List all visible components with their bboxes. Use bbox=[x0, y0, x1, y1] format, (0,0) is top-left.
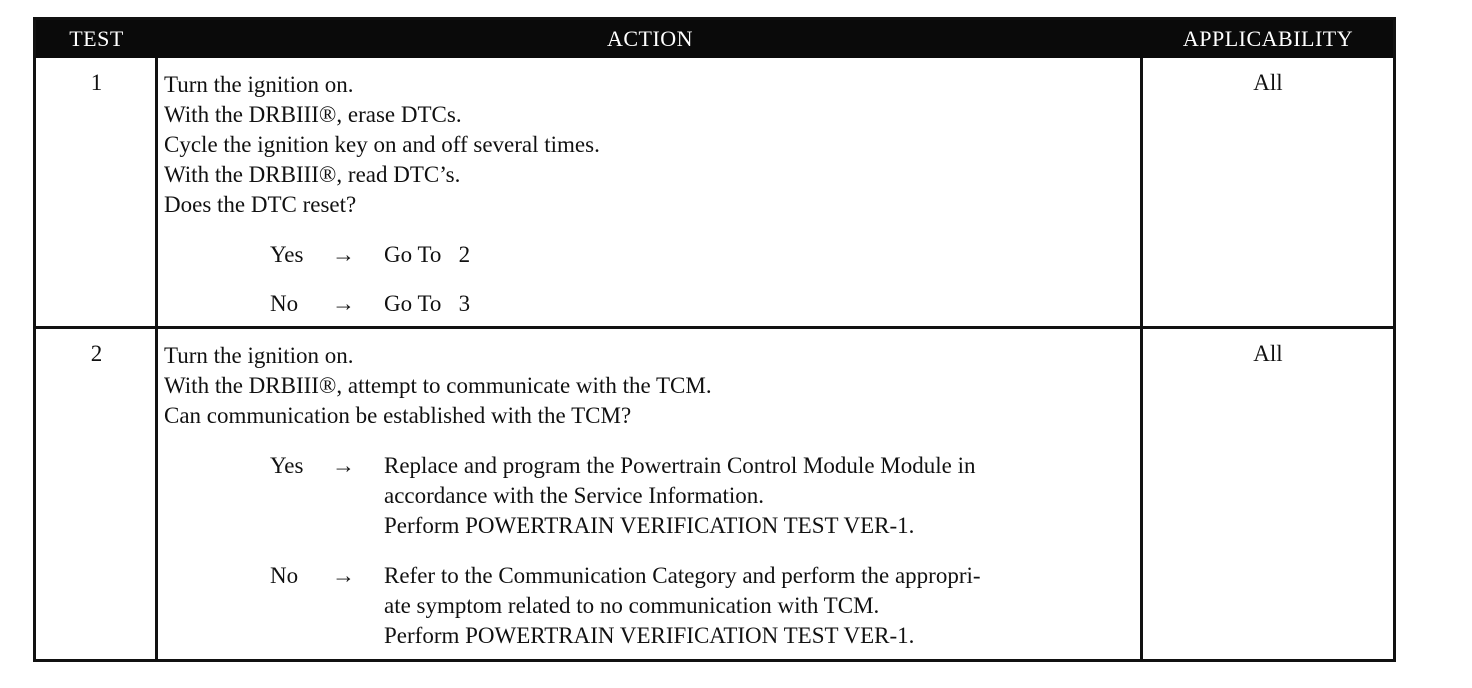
action-step: Turn the ignition on. bbox=[164, 72, 354, 97]
applicability-cell: All bbox=[1253, 341, 1283, 366]
diagnostic-test-table bbox=[33, 17, 1396, 662]
action-step: Turn the ignition on. bbox=[164, 343, 354, 368]
table-header bbox=[36, 20, 1393, 58]
outcome-result-line: Refer to the Communication Category and perform the appropri- bbox=[384, 563, 981, 588]
applicability-cell: All bbox=[1253, 70, 1283, 95]
header-action: ACTION bbox=[606, 26, 694, 51]
outcome-result-line: accordance with the Service Information. bbox=[384, 483, 764, 508]
table-row bbox=[36, 58, 1393, 326]
arrow-icon: → bbox=[332, 453, 355, 478]
arrow-icon: → bbox=[332, 291, 355, 316]
outcome-result bbox=[384, 451, 1144, 541]
action-step: With the DRBIII®, read DTC’s. bbox=[164, 162, 461, 187]
outcome-answer: No bbox=[270, 563, 299, 588]
outcome-result-line: ate symptom related to no communication with TCM. bbox=[384, 593, 880, 618]
action-step: Does the DTC reset? bbox=[164, 192, 357, 217]
outcome-result bbox=[384, 240, 1144, 270]
action-cell bbox=[164, 341, 1134, 648]
outcome-result-line: Perform POWERTRAIN VERIFICATION TEST VER-1. bbox=[384, 513, 915, 538]
action-step: With the DRBIII®, erase DTCs. bbox=[164, 102, 462, 127]
test-number: 1 bbox=[90, 70, 103, 95]
header-test: TEST bbox=[69, 26, 124, 51]
outcome-answer: Yes bbox=[270, 453, 304, 478]
outcome-answer: No bbox=[270, 291, 299, 316]
arrow-icon: → bbox=[332, 242, 355, 267]
outcome-result-line: Replace and program the Powertrain Control Module Module in bbox=[384, 453, 976, 478]
arrow-icon: → bbox=[332, 563, 355, 588]
test-number: 2 bbox=[90, 341, 103, 366]
outcome-result bbox=[384, 289, 1144, 319]
action-cell bbox=[164, 70, 1134, 316]
action-step: Can communication be established with the TCM? bbox=[164, 403, 632, 428]
action-step: Cycle the ignition key on and off several times. bbox=[164, 132, 600, 157]
outcome-result-line: Go To 3 bbox=[384, 291, 471, 316]
outcome-result bbox=[384, 561, 1144, 651]
outcome-result-line: Perform POWERTRAIN VERIFICATION TEST VER-1. bbox=[384, 623, 915, 648]
action-step: With the DRBIII®, attempt to communicate with the TCM. bbox=[164, 373, 712, 398]
header-applicability: APPLICABILITY bbox=[1182, 26, 1354, 51]
outcome-result-line: Go To 2 bbox=[384, 242, 471, 267]
outcome-answer: Yes bbox=[270, 242, 304, 267]
table-row bbox=[36, 329, 1393, 659]
